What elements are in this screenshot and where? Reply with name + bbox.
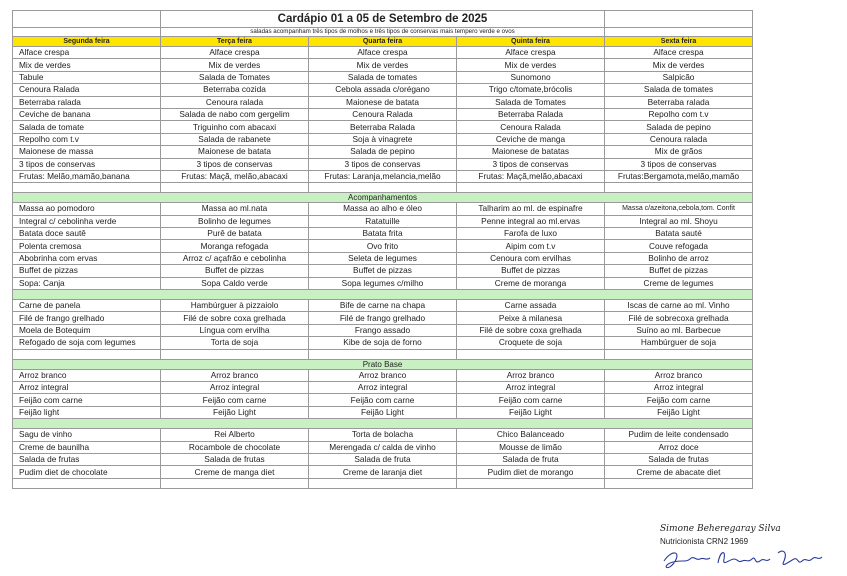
menu-cell: Carne de panela bbox=[13, 300, 161, 312]
menu-cell: Pudim diet de morango bbox=[457, 466, 605, 478]
handwritten-signature-icon bbox=[660, 547, 825, 573]
spacer-row bbox=[13, 183, 753, 193]
dessert-row bbox=[13, 466, 753, 478]
menu-cell: Mix de verdes bbox=[457, 59, 605, 71]
menu-cell: Cebola assada c/orégano bbox=[309, 84, 457, 96]
menu-cell: Mix de verdes bbox=[161, 59, 309, 71]
menu-cell: Penne integral ao ml.ervas bbox=[457, 215, 605, 227]
menu-cell: Bolinho de arroz bbox=[605, 252, 753, 264]
menu-cell: Salada de pepino bbox=[309, 146, 457, 158]
menu-cell: Peixe à milanesa bbox=[457, 312, 605, 324]
menu-cell: Batata frita bbox=[309, 228, 457, 240]
menu-cell: Filé de sobre coxa grelhada bbox=[457, 324, 605, 336]
menu-cell: Salada de frutas bbox=[605, 453, 753, 465]
menu-cell: Sopa Caldo verde bbox=[161, 277, 309, 289]
menu-cell: Feijão Light bbox=[457, 406, 605, 418]
menu-cell: Massa ao alho e óleo bbox=[309, 203, 457, 215]
spacer-row bbox=[13, 349, 753, 359]
section-divider-label bbox=[13, 419, 753, 429]
menu-cell: Frutas: Maçã,melão,abacaxi bbox=[457, 170, 605, 182]
menu-cell: Chico Balanceado bbox=[457, 429, 605, 441]
menu-cell: Bife de carne na chapa bbox=[309, 300, 457, 312]
menu-cell: Beterraba cozida bbox=[161, 84, 309, 96]
menu-cell: Arroz branco bbox=[161, 369, 309, 381]
section-divider-label bbox=[13, 290, 753, 300]
salad-row bbox=[13, 47, 753, 59]
menu-cell: Frango assado bbox=[309, 324, 457, 336]
menu-cell: Pudim diet de chocolate bbox=[13, 466, 161, 478]
menu-cell: Salada de Tomates bbox=[161, 71, 309, 83]
salad-row bbox=[13, 96, 753, 108]
menu-cell: Creme de legumes bbox=[605, 277, 753, 289]
menu-cell: Mix de grãos bbox=[605, 146, 753, 158]
menu-cell: Arroz integral bbox=[309, 381, 457, 393]
salad-row bbox=[13, 71, 753, 83]
menu-cell: Rei Alberto bbox=[161, 429, 309, 441]
menu-cell: Ceviche de banana bbox=[13, 108, 161, 120]
menu-cell: Carne assada bbox=[457, 300, 605, 312]
menu-cell: Talharim ao ml. de espinafre bbox=[457, 203, 605, 215]
menu-cell: Frutas: Melão,mamão,banana bbox=[13, 170, 161, 182]
side-dish-row bbox=[13, 215, 753, 227]
menu-cell: Moela de Botequim bbox=[13, 324, 161, 336]
menu-cell: Maionese de batata bbox=[161, 146, 309, 158]
menu-cell: Sunomono bbox=[457, 71, 605, 83]
menu-cell: Arroz branco bbox=[309, 369, 457, 381]
menu-cell: Alface crespa bbox=[161, 47, 309, 59]
menu-cell: Salada de Tomates bbox=[457, 96, 605, 108]
menu-cell: Arroz integral bbox=[457, 381, 605, 393]
menu-cell: Alface crespa bbox=[309, 47, 457, 59]
menu-cell: Cenoura ralada bbox=[161, 96, 309, 108]
salad-row bbox=[13, 84, 753, 96]
menu-cell: Kibe de soja de forno bbox=[309, 337, 457, 349]
menu-cell: Feijão com carne bbox=[161, 394, 309, 406]
menu-cell: Alface crespa bbox=[13, 47, 161, 59]
menu-cell: Ratatuille bbox=[309, 215, 457, 227]
nutritionist-crn: Nutricionista CRN2 1969 bbox=[660, 537, 749, 546]
base-dish-row bbox=[13, 369, 753, 381]
menu-cell: Arroz branco bbox=[605, 369, 753, 381]
menu-cell: Bolinho de legumes bbox=[161, 215, 309, 227]
menu-cell: Salada de frutas bbox=[13, 453, 161, 465]
section-acompanhamentos bbox=[13, 193, 753, 203]
menu-cell: Cenoura com ervilhas bbox=[457, 252, 605, 264]
menu-cell: Maionese de batata bbox=[309, 96, 457, 108]
menu-cell: Sopa: Canja bbox=[13, 277, 161, 289]
menu-cell: Mix de verdes bbox=[605, 59, 753, 71]
menu-cell: Repolho com t.v bbox=[605, 108, 753, 120]
menu-cell: Mousse de limão bbox=[457, 441, 605, 453]
menu-cell: Massa ao ml.nata bbox=[161, 203, 309, 215]
side-dish-row bbox=[13, 240, 753, 252]
main-dish-row bbox=[13, 312, 753, 324]
menu-cell: Ovo frito bbox=[309, 240, 457, 252]
menu-cell: Creme de manga diet bbox=[161, 466, 309, 478]
menu-cell: Cenoura Ralada bbox=[457, 121, 605, 133]
menu-cell: Salpicão bbox=[605, 71, 753, 83]
menu-cell: Aipim com t.v bbox=[457, 240, 605, 252]
menu-cell: Hambúrguer de soja bbox=[605, 337, 753, 349]
menu-cell: 3 tipos de conservas bbox=[13, 158, 161, 170]
nutritionist-name: Simone Beheregaray Silva bbox=[660, 524, 781, 534]
menu-cell: Frutas: Laranja,melancia,melão bbox=[309, 170, 457, 182]
base-dish-row bbox=[13, 381, 753, 393]
menu-cell: Hambúrguer à pizzaiolo bbox=[161, 300, 309, 312]
menu-cell: Abobrinha com ervas bbox=[13, 252, 161, 264]
spacer-row bbox=[13, 478, 753, 488]
nutritionist-signature-block bbox=[660, 524, 840, 573]
menu-cell: Maionese de massa bbox=[13, 146, 161, 158]
menu-cell: Filé de frango grelhado bbox=[13, 312, 161, 324]
menu-cell: Beterraba Ralada bbox=[309, 121, 457, 133]
menu-cell: Soja à vinagrete bbox=[309, 133, 457, 145]
days-header-row bbox=[13, 37, 753, 47]
menu-cell: 3 tipos de conservas bbox=[605, 158, 753, 170]
menu-cell: Feijão com carne bbox=[457, 394, 605, 406]
menu-cell: Triguinho com abacaxi bbox=[161, 121, 309, 133]
menu-cell: Feijão Light bbox=[605, 406, 753, 418]
menu-cell: Sagu de vinho bbox=[13, 429, 161, 441]
section-divider bbox=[13, 419, 753, 429]
menu-cell: Tabule bbox=[13, 71, 161, 83]
main-dish-row bbox=[13, 324, 753, 336]
menu-cell: Beterraba ralada bbox=[605, 96, 753, 108]
menu-cell: Arroz c/ açafrão e cebolinha bbox=[161, 252, 309, 264]
menu-cell: Creme de abacate diet bbox=[605, 466, 753, 478]
day-header: Segunda feira bbox=[13, 37, 161, 47]
menu-cell: Salada de pepino bbox=[605, 121, 753, 133]
menu-cell: Arroz doce bbox=[605, 441, 753, 453]
menu-cell: Couve refogada bbox=[605, 240, 753, 252]
menu-cell: Feijão Light bbox=[309, 406, 457, 418]
menu-cell: Feijão com carne bbox=[309, 394, 457, 406]
menu-cell: Farofa de luxo bbox=[457, 228, 605, 240]
day-header: Quinta feira bbox=[457, 37, 605, 47]
menu-cell: Salada de tomate bbox=[13, 121, 161, 133]
menu-cell: Buffet de pizzas bbox=[309, 265, 457, 277]
menu-cell: 3 tipos de conservas bbox=[309, 158, 457, 170]
menu-cell: Beterraba ralada bbox=[13, 96, 161, 108]
day-header: Sexta feira bbox=[605, 37, 753, 47]
menu-cell: Beterraba Ralada bbox=[457, 108, 605, 120]
subtitle-row bbox=[13, 28, 753, 37]
menu-cell: Merengada c/ calda de vinho bbox=[309, 441, 457, 453]
side-dish-row bbox=[13, 228, 753, 240]
menu-cell: Arroz integral bbox=[161, 381, 309, 393]
menu-cell: Buffet de pizzas bbox=[605, 265, 753, 277]
side-dish-row bbox=[13, 203, 753, 215]
menu-cell: Frutas: Maçã, melão,abacaxi bbox=[161, 170, 309, 182]
menu-cell: Mix de verdes bbox=[13, 59, 161, 71]
base-dish-row bbox=[13, 394, 753, 406]
dessert-row bbox=[13, 429, 753, 441]
menu-cell: Sopa legumes c/milho bbox=[309, 277, 457, 289]
menu-cell: Frutas:Bergamota,melão,mamão bbox=[605, 170, 753, 182]
dessert-row bbox=[13, 453, 753, 465]
menu-cell: Polenta cremosa bbox=[13, 240, 161, 252]
section-prato-base bbox=[13, 359, 753, 369]
menu-cell: Croquete de soja bbox=[457, 337, 605, 349]
dessert-row bbox=[13, 441, 753, 453]
menu-cell: Ceviche de manga bbox=[457, 133, 605, 145]
menu-cell: Integral ao ml. Shoyu bbox=[605, 215, 753, 227]
salad-row bbox=[13, 170, 753, 182]
main-dish-row bbox=[13, 337, 753, 349]
salad-row bbox=[13, 108, 753, 120]
menu-cell: Filé de frango grelhado bbox=[309, 312, 457, 324]
menu-cell: Alface crespa bbox=[605, 47, 753, 59]
menu-cell: Feijão com carne bbox=[605, 394, 753, 406]
menu-sheet bbox=[12, 10, 752, 489]
menu-cell: Buffet de pizzas bbox=[457, 265, 605, 277]
menu-cell: Cenoura ralada bbox=[605, 133, 753, 145]
menu-cell: Feijão com carne bbox=[13, 394, 161, 406]
menu-cell: Buffet de pizzas bbox=[161, 265, 309, 277]
menu-cell: Mix de verdes bbox=[309, 59, 457, 71]
section-divider bbox=[13, 290, 753, 300]
section-acompanhamentos-label: Acompanhamentos bbox=[13, 193, 753, 203]
main-dish-row bbox=[13, 300, 753, 312]
menu-cell: Cenoura Ralada bbox=[309, 108, 457, 120]
menu-cell: Pudim de leite condensado bbox=[605, 429, 753, 441]
page-title: Cardápio 01 a 05 de Setembro de 2025 bbox=[161, 11, 605, 28]
menu-table bbox=[12, 10, 753, 489]
menu-cell: Maionese de batatas bbox=[457, 146, 605, 158]
menu-cell: Salada de frutas bbox=[161, 453, 309, 465]
menu-cell: Cenoura Ralada bbox=[13, 84, 161, 96]
salad-row bbox=[13, 158, 753, 170]
salad-row bbox=[13, 59, 753, 71]
menu-cell: Salada de fruta bbox=[309, 453, 457, 465]
menu-cell: Creme de moranga bbox=[457, 277, 605, 289]
menu-cell: Torta de soja bbox=[161, 337, 309, 349]
side-dish-row bbox=[13, 265, 753, 277]
menu-cell: Filé de sobrecoxa grelhada bbox=[605, 312, 753, 324]
menu-cell: Batata doce sautê bbox=[13, 228, 161, 240]
menu-cell: Massa ao pomodoro bbox=[13, 203, 161, 215]
menu-cell: Suíno ao ml. Barbecue bbox=[605, 324, 753, 336]
menu-cell: Seleta de legumes bbox=[309, 252, 457, 264]
section-prato-base-label: Prato Base bbox=[13, 359, 753, 369]
page-subtitle: saladas acompanham três tipos de molhos e três tipos de conservas mais tempero verde e ovos bbox=[161, 28, 605, 37]
menu-cell: Creme de baunilha bbox=[13, 441, 161, 453]
menu-cell: Arroz integral bbox=[605, 381, 753, 393]
menu-cell: Salada de rabanete bbox=[161, 133, 309, 145]
menu-cell: Arroz integral bbox=[13, 381, 161, 393]
menu-cell: Buffet de pizzas bbox=[13, 265, 161, 277]
menu-cell: Torta de bolacha bbox=[309, 429, 457, 441]
menu-cell: Salada de fruta bbox=[457, 453, 605, 465]
menu-cell: Moranga refogada bbox=[161, 240, 309, 252]
side-dish-row bbox=[13, 277, 753, 289]
title-row bbox=[13, 11, 753, 28]
menu-cell: Arroz branco bbox=[457, 369, 605, 381]
day-header: Terça feira bbox=[161, 37, 309, 47]
salad-row bbox=[13, 133, 753, 145]
menu-cell: Feijão light bbox=[13, 406, 161, 418]
menu-cell: Feijão Light bbox=[161, 406, 309, 418]
menu-cell: Integral c/ cebolinha verde bbox=[13, 215, 161, 227]
menu-cell: Língua com ervilha bbox=[161, 324, 309, 336]
salad-row bbox=[13, 121, 753, 133]
menu-cell: Trigo c/tomate,brócolis bbox=[457, 84, 605, 96]
menu-cell: Arroz branco bbox=[13, 369, 161, 381]
menu-cell: Creme de laranja diet bbox=[309, 466, 457, 478]
menu-cell: Alface crespa bbox=[457, 47, 605, 59]
salad-row bbox=[13, 146, 753, 158]
menu-cell: Salada de tomates bbox=[605, 84, 753, 96]
menu-cell: Batata sauté bbox=[605, 228, 753, 240]
menu-cell: Refogado de soja com legumes bbox=[13, 337, 161, 349]
menu-cell: Massa c/azeitona,cebola,tom. Confit bbox=[605, 203, 753, 215]
menu-cell: 3 tipos de conservas bbox=[457, 158, 605, 170]
menu-cell: Salada de nabo com gergelim bbox=[161, 108, 309, 120]
menu-cell: Rocambole de chocolate bbox=[161, 441, 309, 453]
menu-cell: Repolho com t.v bbox=[13, 133, 161, 145]
menu-cell: Filé de sobre coxa grelhada bbox=[161, 312, 309, 324]
base-dish-row bbox=[13, 406, 753, 418]
menu-cell: 3 tipos de conservas bbox=[161, 158, 309, 170]
menu-cell: Purê de batata bbox=[161, 228, 309, 240]
menu-cell: Salada de tomates bbox=[309, 71, 457, 83]
side-dish-row bbox=[13, 252, 753, 264]
day-header: Quarta feira bbox=[309, 37, 457, 47]
menu-cell: Iscas de carne ao ml. Vinho bbox=[605, 300, 753, 312]
